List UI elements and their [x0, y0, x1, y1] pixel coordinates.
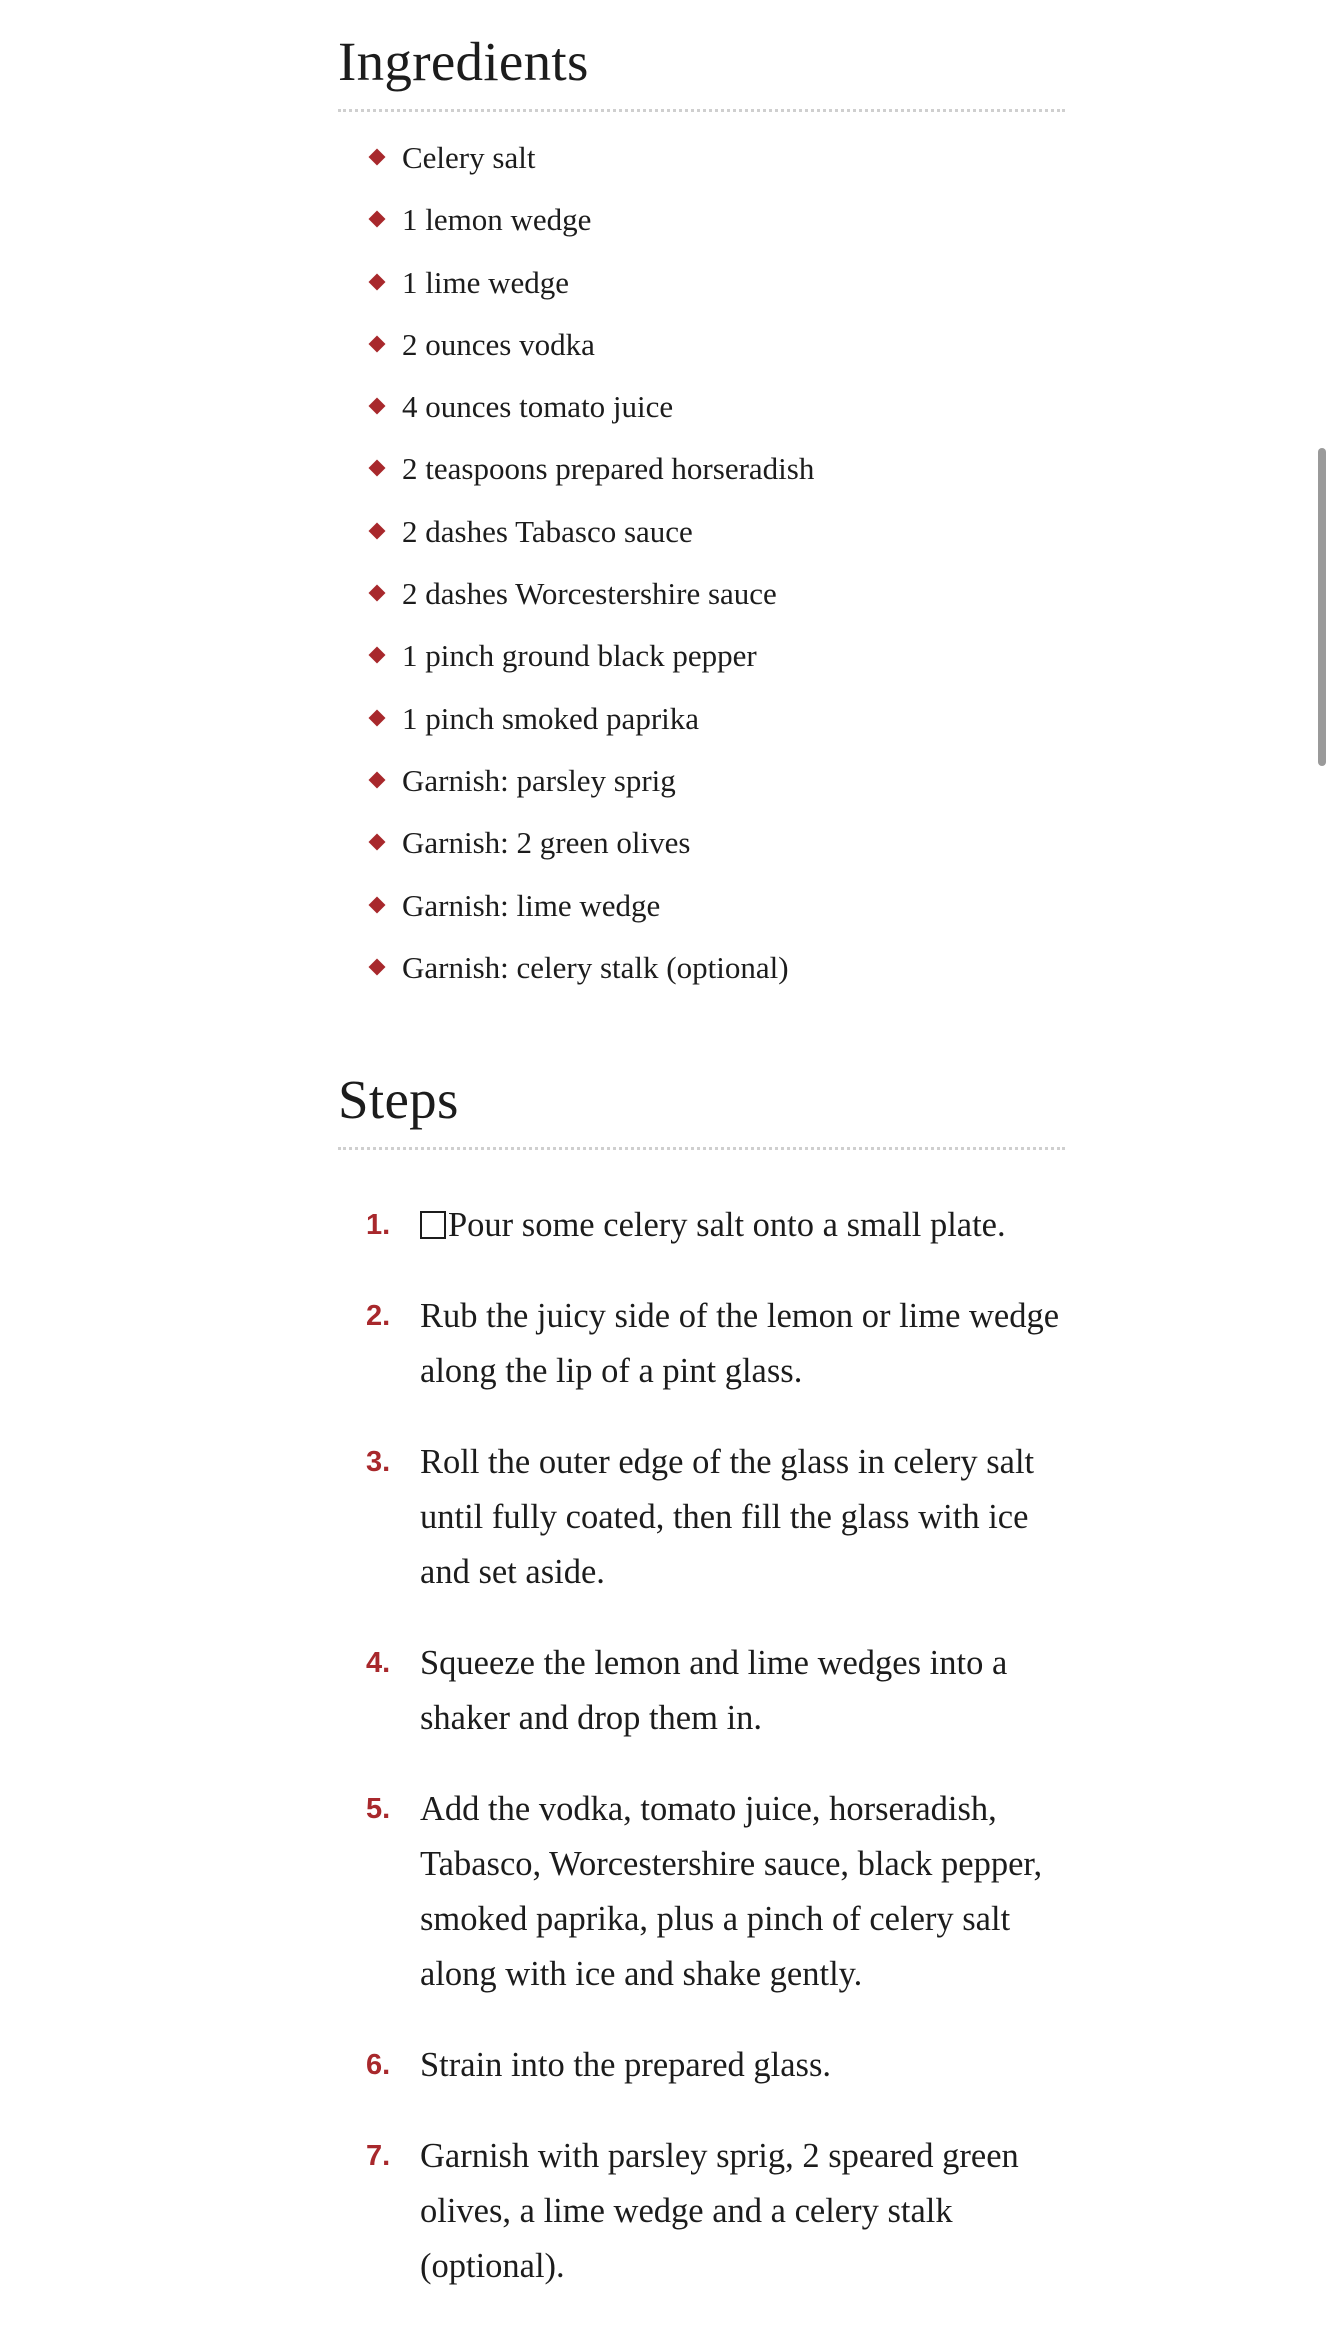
diamond-bullet-icon [369, 211, 386, 228]
diamond-bullet-icon [369, 896, 386, 913]
ingredient-item [368, 138, 1068, 200]
ingredient-item [368, 948, 1068, 1010]
diamond-bullet-icon [369, 149, 386, 166]
step-number: 7. [366, 2140, 391, 2173]
ingredients-heading: Ingredients [338, 31, 589, 92]
recipe-content [338, 0, 1068, 2330]
ingredient-text: Garnish: lime wedge [402, 887, 661, 923]
diamond-bullet-icon [369, 460, 386, 477]
steps-heading: Steps [338, 1069, 459, 1131]
ingredients-list [338, 112, 1068, 1010]
ingredient-item [368, 325, 1068, 387]
step-item [366, 1435, 1060, 1600]
step-text: Garnish with parsley sprig, 2 speared green olives, a lime wedge and a celery stalk (optional). [420, 2137, 1019, 2286]
ingredient-item [368, 263, 1068, 325]
ingredient-item [368, 636, 1068, 698]
scrollbar[interactable] [1318, 448, 1326, 766]
step-text: Pour some celery salt onto a small plate. [448, 1206, 1006, 1245]
diamond-bullet-icon [369, 647, 386, 664]
ingredient-item [368, 886, 1068, 948]
ingredient-text: 1 pinch ground black pepper [402, 638, 757, 674]
diamond-bullet-icon [369, 273, 386, 290]
step-item [366, 2129, 1060, 2294]
step-text: Rub the juicy side of the lemon or lime wedge along the lip of a pint glass. [420, 1297, 1060, 1391]
ingredient-text: 1 lemon wedge [402, 202, 592, 238]
ingredient-text: Celery salt [402, 140, 536, 175]
ingredient-item [368, 823, 1068, 885]
step-item [366, 1782, 1060, 2002]
ingredient-item [368, 574, 1068, 636]
diamond-bullet-icon [369, 709, 386, 726]
ingredient-item [368, 449, 1068, 511]
step-number: 3. [366, 1446, 391, 1479]
ingredient-text: 2 dashes Tabasco sauce [402, 513, 693, 549]
step-item [366, 1636, 1060, 1746]
ingredient-text: 2 ounces vodka [402, 326, 595, 362]
step-number: 1. [366, 1209, 391, 1242]
ingredient-text: Garnish: 2 green olives [402, 825, 691, 861]
ingredient-text: 2 dashes Worcestershire sauce [402, 576, 777, 612]
ingredient-item [368, 387, 1068, 449]
step-number: 6. [366, 2049, 391, 2082]
step-number: 2. [366, 1300, 391, 1333]
ingredient-item [368, 761, 1068, 823]
step-item [366, 2038, 1060, 2093]
placeholder-box-icon [420, 1211, 446, 1239]
ingredients-section [338, 0, 1068, 1010]
step-text: Roll the outer edge of the glass in celery salt until fully coated, then fill the glass with ice and set aside. [420, 1443, 1035, 1592]
ingredient-text: 1 lime wedge [402, 264, 570, 300]
ingredient-item [368, 200, 1068, 262]
step-item [366, 1289, 1060, 1399]
ingredient-text: Garnish: parsley sprig [402, 762, 676, 798]
steps-list [338, 1150, 1068, 2294]
step-text: Squeeze the lemon and lime wedges into a shaker and drop them in. [420, 1644, 1008, 1738]
step-item [366, 1198, 1060, 1253]
diamond-bullet-icon [369, 834, 386, 851]
steps-section [338, 1010, 1068, 2294]
ingredient-text: 1 pinch smoked paprika [402, 700, 700, 736]
diamond-bullet-icon [369, 585, 386, 602]
diamond-bullet-icon [369, 958, 386, 975]
ingredient-item [368, 512, 1068, 574]
ingredient-item [368, 699, 1068, 761]
ingredient-text: Garnish: celery stalk (optional) [402, 949, 789, 985]
step-number: 5. [366, 1793, 391, 1826]
ingredient-text: 4 ounces tomato juice [402, 389, 674, 425]
ingredient-text: 2 teaspoons prepared horseradish [402, 451, 815, 487]
diamond-bullet-icon [369, 398, 386, 415]
step-text: Strain into the prepared glass. [420, 2046, 832, 2085]
step-text: Add the vodka, tomato juice, horseradish, Tabasco, Worcestershire sauce, black pepper, smoked paprika, plus a pinch of celery salt along with ice and shake gently. [420, 1790, 1043, 1994]
diamond-bullet-icon [369, 771, 386, 788]
step-number: 4. [366, 1647, 391, 1680]
diamond-bullet-icon [369, 335, 386, 352]
diamond-bullet-icon [369, 522, 386, 539]
